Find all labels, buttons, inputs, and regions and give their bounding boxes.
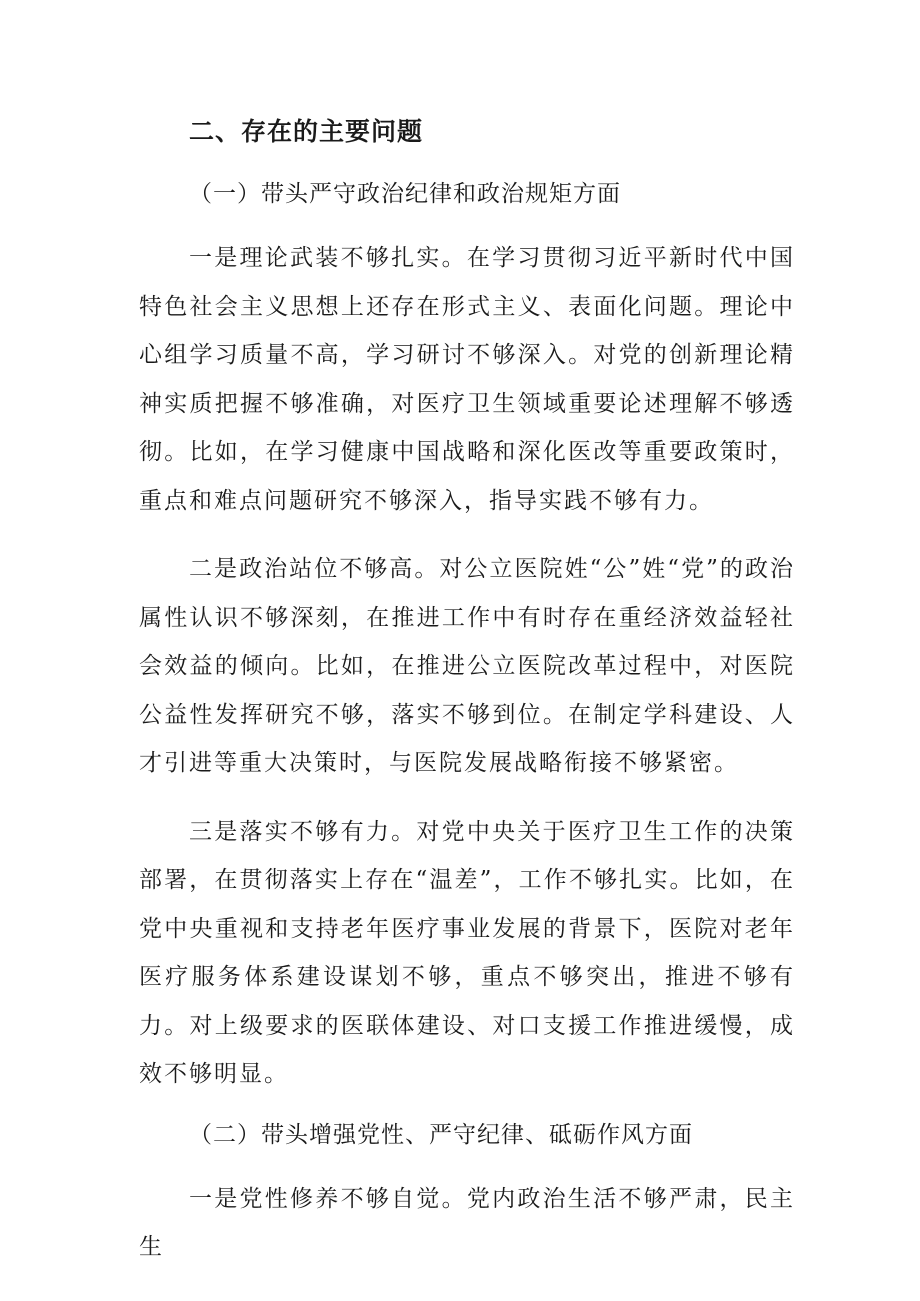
paragraph-theory: 一是理论武装不够扎实。在学习贯彻习近平新时代中国特色社会主义思想上还存在形式主义、表面化问题。理论中心组学习质量不高，学习研讨不够深入。对党的创新理论精神实质把握不够准确，对医疗卫生领域重要论述理解不够透彻。比如，在学习健康中国战略和深化医改等重要政策时，重点和难点问题研究不够深入，指导实践不够有力。 [139,245,795,514]
paragraph-implementation: 三是落实不够有力。对党中央关于医疗卫生工作的决策部署，在贯彻落实上存在“温差”，工作不够扎实。比如，在党中央重视和支持老年医疗事业发展的背景下，医院对老年医疗服务体系建设谋划不够，重点不够突出，推进不够有力。对上级要求的医联体建设、对口支援工作推进缓慢，成效不够明显。 [139,818,795,1087]
paragraph-party-spirit: 一是党性修养不够自觉。党内政治生活不够严肃，民主生 [139,1185,795,1260]
subsection-title-2: （二）带头增强党性、严守纪律、砥砺作风方面 [189,1121,693,1148]
paragraph-political-stance: 二是政治站位不够高。对公立医院姓“公”姓“党”的政治属性认识不够深刻，在推进工作中有时存在重经济效益轻社会效益的倾向。比如，在推进公立医院改革过程中，对医院公益性发挥研究不够，落实不够到位。在制定学科建设、人才引进等重大决策时，与医院发展战略衔接不够紧密。 [139,556,795,776]
section-heading: 二、存在的主要问题 [189,117,424,146]
subsection-title-1: （一）带头严守政治纪律和政治规矩方面 [189,181,621,207]
